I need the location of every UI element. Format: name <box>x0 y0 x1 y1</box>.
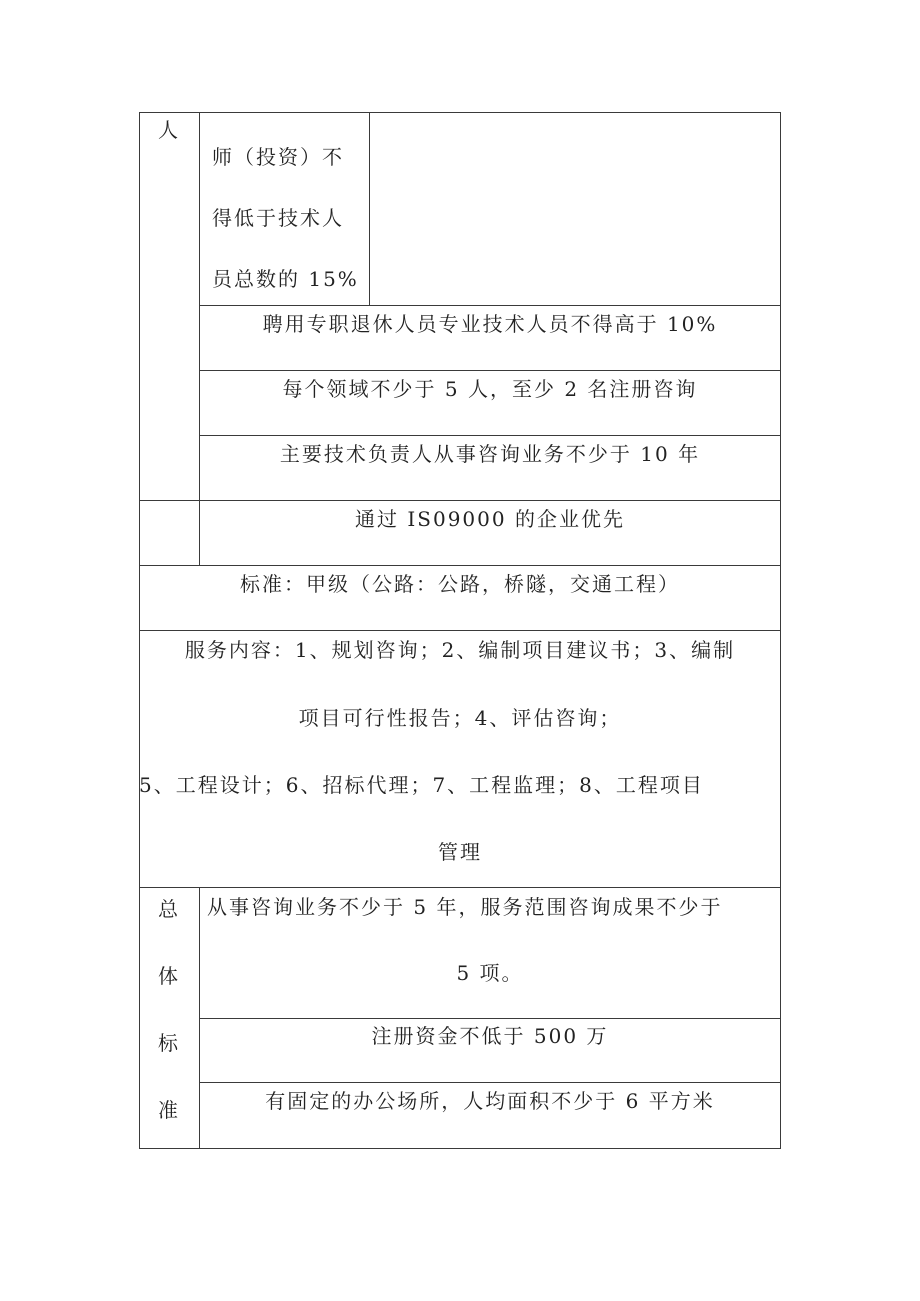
requirement-line: 得低于技术人 <box>212 206 344 230</box>
service-line: 服务内容：1、规划咨询；2、编制项目建议书；3、编制 <box>184 638 736 662</box>
row-divider <box>199 370 781 371</box>
retired-staff-row: 聘用专职退休人员专业技术人员不得高于 10% <box>262 312 718 336</box>
overall-label-char: 体 <box>158 964 180 988</box>
label-column-divider <box>199 112 200 565</box>
iso-row: 通过 IS09000 的企业优先 <box>355 507 625 531</box>
row-divider <box>139 630 781 631</box>
table-border-bottom <box>139 1148 781 1149</box>
row-divider <box>199 435 781 436</box>
office-row: 有固定的办公场所，人均面积不少于 6 平方米 <box>265 1089 715 1113</box>
requirement-line: 员总数的 15% <box>212 267 359 291</box>
row-divider <box>199 305 781 306</box>
row-divider <box>139 565 781 566</box>
standard-heading: 标准：甲级（公路：公路，桥隧，交通工程） <box>240 572 680 596</box>
capital-row: 注册资金不低于 500 万 <box>371 1024 609 1048</box>
table-border-top <box>139 112 781 113</box>
requirement-line: 师（投资）不 <box>212 145 344 169</box>
technical-lead-row: 主要技术负责人从事咨询业务不少于 10 年 <box>279 442 701 466</box>
service-line: 5、工程设计；6、招标代理；7、工程监理；8、工程项目 <box>139 773 704 797</box>
section-label-char: 人 <box>158 118 180 142</box>
requirement-column-divider <box>369 112 370 305</box>
overall-label-char: 总 <box>158 897 180 921</box>
overall-label-char: 标 <box>158 1031 180 1055</box>
overall-label-char: 准 <box>158 1098 180 1122</box>
service-line: 项目可行性报告；4、评估咨询； <box>298 706 622 730</box>
experience-row-line: 5 项。 <box>456 961 524 985</box>
row-divider <box>139 500 781 501</box>
service-line: 管理 <box>438 840 482 864</box>
experience-row-line: 从事咨询业务不少于 5 年，服务范围咨询成果不少于 <box>207 895 723 919</box>
row-divider <box>139 887 781 888</box>
field-staff-row: 每个领域不少于 5 人，至少 2 名注册咨询 <box>282 377 698 401</box>
row-divider <box>199 1018 781 1019</box>
row-divider <box>199 1082 781 1083</box>
